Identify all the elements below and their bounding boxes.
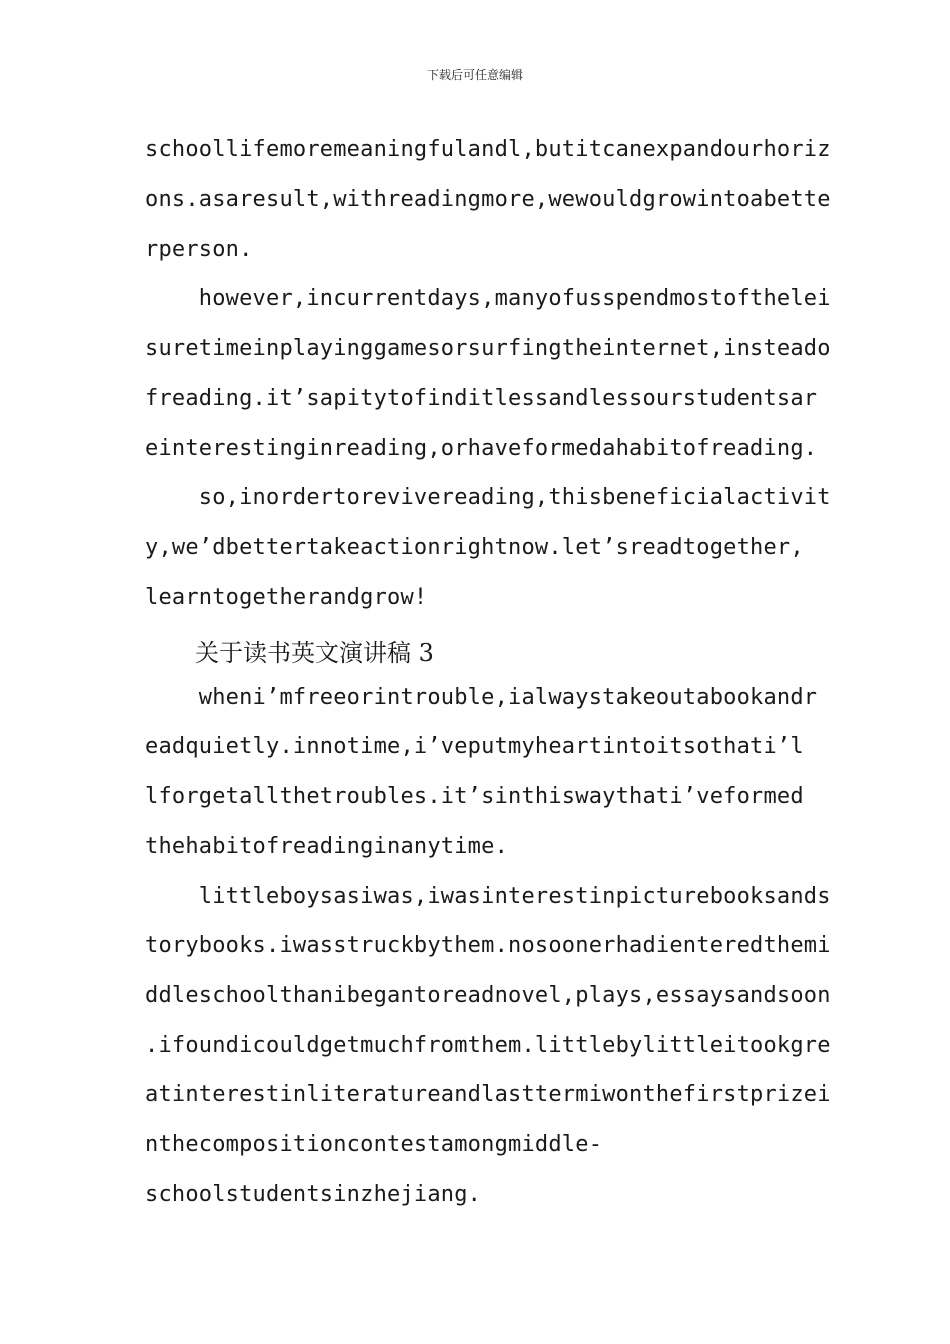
section-heading: 关于读书英文演讲稿 3 [195,639,434,667]
text-line: learntogetherandgrow! [145,585,428,610]
page-header: 下载后可任意编辑 [426,68,523,82]
text-line: rperson. [145,237,253,262]
text-line: eadquietly.innotime,i’veputmyheartintoitsothati’l [145,734,804,759]
text-line: .ifoundicouldgetmuchfromthem.littlebylittleitookgre [145,1033,831,1058]
text-line: ddleschoolthanibegantoreadnovel,plays,essaysandsoon [145,983,831,1008]
text-line: littleboysasiwas,iwasinterestinpicturebooksands [145,884,831,909]
text-line: schoollifemoremeaningfulandl,butitcanexpandourhoriz [145,137,831,162]
text-line: so,inordertorevivereading,thisbeneficialactivit [145,485,831,510]
text-line: freading.it’sapitytofinditlessandlessourstudentsar [145,386,818,411]
text-line: lforgetallthetroubles.it’sinthiswaythati’veformed [145,784,804,809]
text-line: however,incurrentdays,manyofusspendmostofthelei [145,286,831,311]
text-line: wheni’mfreeorintrouble,ialwaystakeoutabookandr [145,685,818,710]
text-line: ons.asaresult,withreadingmore,wewouldgrowintoabette [145,187,831,212]
text-line: y,we’dbettertakeactionrightnow.let’sreadtogether, [145,535,804,560]
text-line: suretimeinplayinggamesorsurfingtheinternet,insteado [145,336,831,361]
text-line: atinterestinliteratureandlasttermiwonthefirstprizei [145,1082,831,1107]
text-line: thehabitofreadinginanytime. [145,834,509,859]
text-line: schoolstudentsinzhejiang. [145,1182,482,1207]
text-line: einterestinginreading,orhaveformedahabitofreading. [145,436,818,461]
text-line: torybooks.iwasstruckbythem.nosoonerhadienteredthemi [145,933,831,958]
text-line: nthecompositioncontestamongmiddle- [145,1132,603,1157]
